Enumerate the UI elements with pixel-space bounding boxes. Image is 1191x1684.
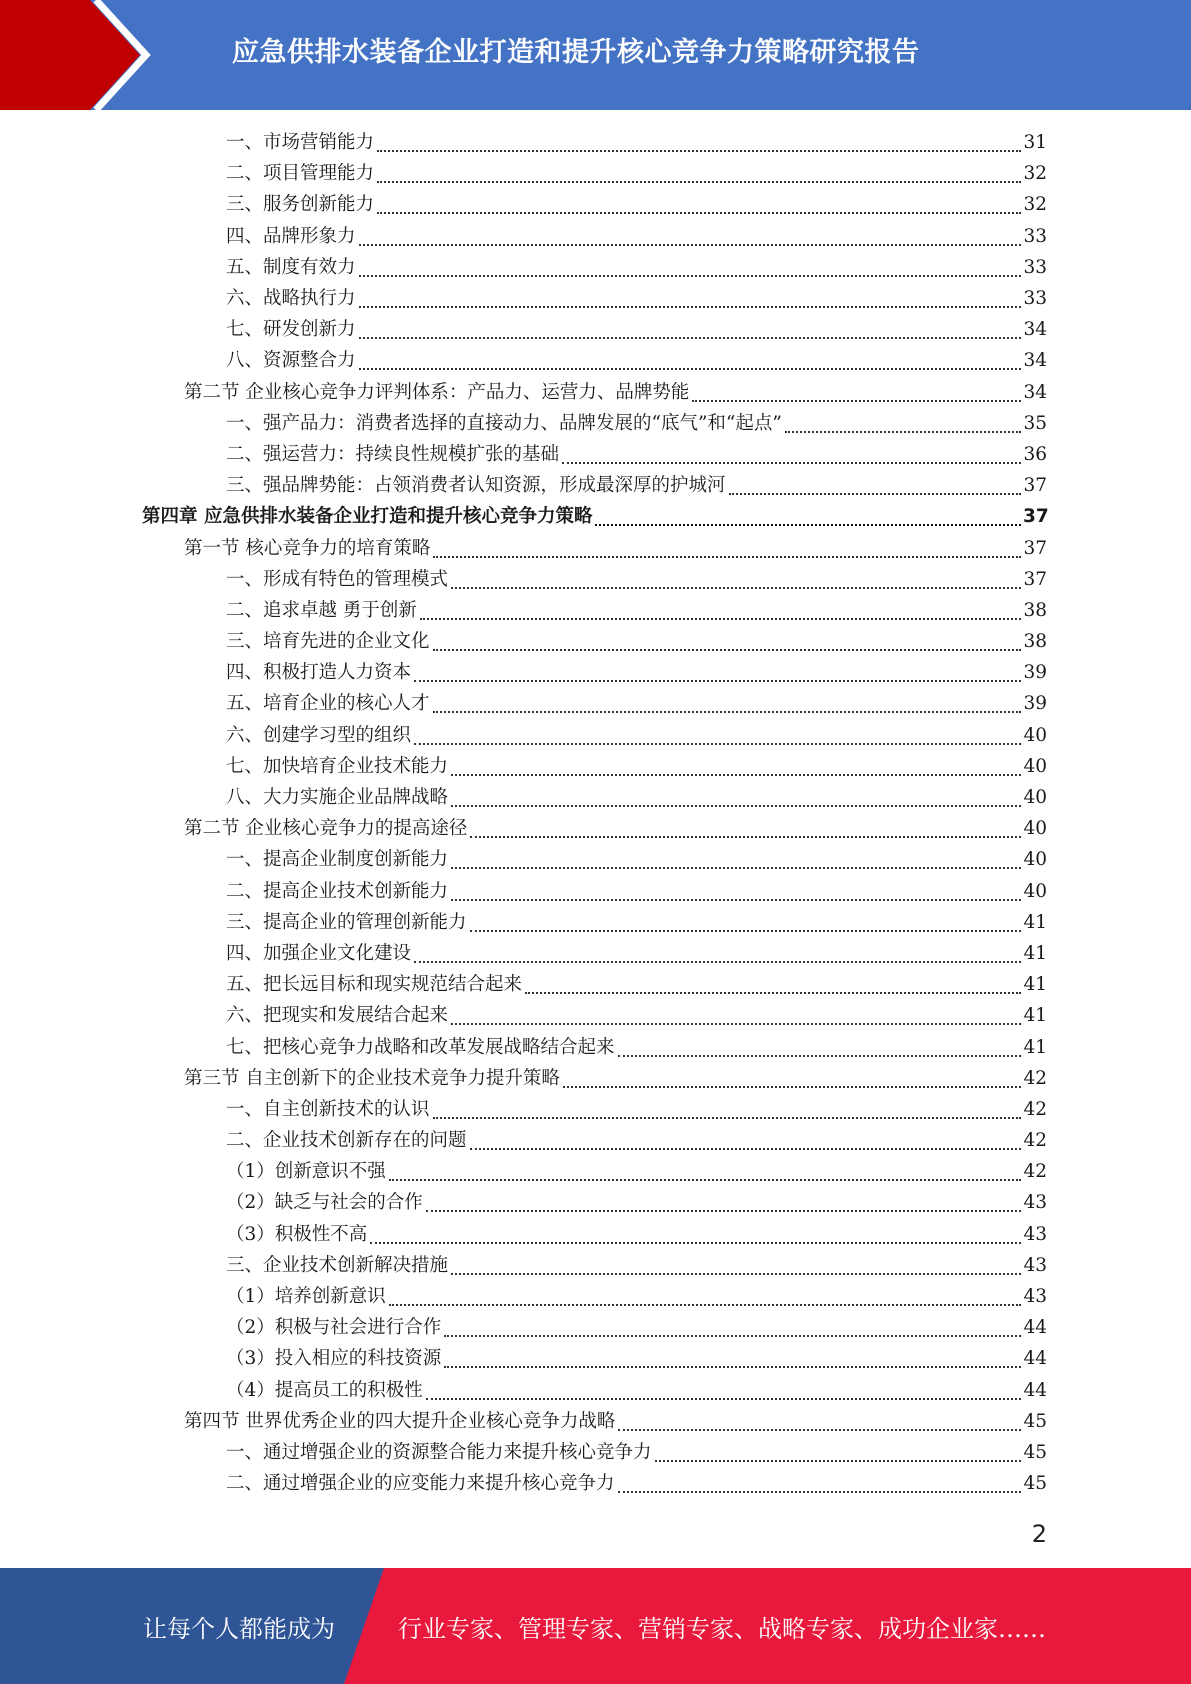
toc-entry-title: 第二节 企业核心竞争力评判体系：产品力、运营力、品牌势能 bbox=[184, 381, 690, 403]
toc-page-number: 41 bbox=[1023, 942, 1047, 964]
toc-page-number: 36 bbox=[1023, 443, 1047, 465]
toc-entry-title: （3）投入相应的科技资源 bbox=[226, 1348, 442, 1370]
toc-page-number: 42 bbox=[1023, 1098, 1047, 1120]
toc-item-entry[interactable] bbox=[0, 127, 1191, 158]
toc-entry-title: 八、大力实施企业品牌战略 bbox=[226, 787, 449, 809]
toc-entry-title: （2）积极与社会进行合作 bbox=[226, 1317, 442, 1339]
toc-page-number: 39 bbox=[1023, 693, 1047, 715]
toc-entry-title: （4）提高员工的积极性 bbox=[226, 1379, 423, 1401]
toc-page-number: 45 bbox=[1023, 1473, 1047, 1495]
toc-item-entry[interactable] bbox=[0, 751, 1191, 782]
toc-item-entry[interactable] bbox=[0, 1250, 1191, 1281]
page-number: 2 bbox=[1031, 1520, 1047, 1548]
toc-chapter-entry[interactable] bbox=[0, 501, 1191, 532]
toc-dot-leader bbox=[359, 367, 1021, 370]
toc-page-number: 40 bbox=[1023, 880, 1047, 902]
toc-page-number: 40 bbox=[1023, 849, 1047, 871]
toc-dot-leader bbox=[618, 1054, 1021, 1057]
toc-entry-title: 三、企业技术创新解决措施 bbox=[226, 1254, 449, 1276]
toc-entry-title: 五、制度有效力 bbox=[226, 256, 356, 278]
toc-dot-leader bbox=[785, 430, 1021, 433]
toc-page-number: 33 bbox=[1023, 225, 1047, 247]
toc-item-entry[interactable] bbox=[0, 782, 1191, 813]
toc-dot-leader bbox=[451, 1272, 1021, 1275]
toc-entry-title: 一、自主创新技术的认识 bbox=[226, 1098, 430, 1120]
toc-item-entry[interactable] bbox=[0, 252, 1191, 283]
toc-item-entry[interactable] bbox=[0, 158, 1191, 189]
toc-dot-leader bbox=[414, 679, 1021, 682]
toc-item-entry[interactable] bbox=[0, 345, 1191, 376]
toc-dot-leader bbox=[451, 866, 1021, 869]
toc-dot-leader bbox=[389, 1178, 1021, 1181]
toc-entry-title: 四、品牌形象力 bbox=[226, 225, 356, 247]
toc-page-number: 43 bbox=[1023, 1254, 1047, 1276]
toc-entry-title: 六、把现实和发展结合起来 bbox=[226, 1005, 449, 1027]
toc-page-number: 44 bbox=[1023, 1317, 1047, 1339]
toc-item-entry[interactable] bbox=[0, 1437, 1191, 1468]
toc-entry-title: 七、加快培育企业技术能力 bbox=[226, 755, 449, 777]
toc-dot-leader bbox=[426, 1209, 1021, 1212]
toc-dot-leader bbox=[433, 648, 1021, 651]
toc-section-entry[interactable] bbox=[0, 377, 1191, 408]
toc-item-entry[interactable] bbox=[0, 657, 1191, 688]
toc-section-entry[interactable] bbox=[0, 1406, 1191, 1437]
toc-entry-title: 第一节 核心竞争力的培育策略 bbox=[184, 537, 431, 559]
toc-entry-title: 第三节 自主创新下的企业技术竞争力提升策略 bbox=[184, 1067, 560, 1089]
toc-dot-leader bbox=[525, 991, 1021, 994]
toc-page-number: 40 bbox=[1023, 818, 1047, 840]
toc-item-entry[interactable] bbox=[0, 938, 1191, 969]
document-title: 应急供排水装备企业打造和提升核心竞争力策略研究报告 bbox=[232, 37, 920, 68]
toc-entry-title: 三、强品牌势能：占领消费者认知资源，形成最深厚的护城河 bbox=[226, 475, 726, 497]
toc-dot-leader bbox=[359, 305, 1021, 308]
toc-entry-title: 四、加强企业文化建设 bbox=[226, 942, 412, 964]
toc-page-number: 43 bbox=[1023, 1223, 1047, 1245]
toc-item-entry[interactable] bbox=[0, 1156, 1191, 1187]
toc-dot-leader bbox=[377, 211, 1021, 214]
toc-entry-title: 二、企业技术创新存在的问题 bbox=[226, 1130, 467, 1152]
toc-dot-leader bbox=[470, 835, 1021, 838]
toc-page-number: 40 bbox=[1023, 724, 1047, 746]
toc-item-entry[interactable] bbox=[0, 688, 1191, 719]
toc-entry-title: 二、强运营力：持续良性规模扩张的基础 bbox=[226, 443, 560, 465]
toc-entry-title: 一、通过增强企业的资源整合能力来提升核心竞争力 bbox=[226, 1441, 652, 1463]
toc-dot-leader bbox=[618, 1490, 1021, 1493]
toc-entry-title: 七、把核心竞争力战略和改革发展战略结合起来 bbox=[226, 1036, 615, 1058]
toc-entry-title: 五、把长远目标和现实规范结合起来 bbox=[226, 974, 523, 996]
toc-entry-title: 第四章 应急供排水装备企业打造和提升核心竞争力策略 bbox=[142, 506, 593, 528]
toc-section-entry[interactable] bbox=[0, 813, 1191, 844]
toc-dot-leader bbox=[451, 804, 1021, 807]
toc-item-entry[interactable] bbox=[0, 470, 1191, 501]
toc-section-entry[interactable] bbox=[0, 532, 1191, 563]
toc-entry-title: 七、研发创新力 bbox=[226, 319, 356, 341]
toc-dot-leader bbox=[595, 523, 1021, 526]
toc-page-number: 43 bbox=[1023, 1286, 1047, 1308]
toc-dot-leader bbox=[377, 149, 1021, 152]
toc-page-number: 44 bbox=[1023, 1348, 1047, 1370]
table-of-contents bbox=[0, 127, 1191, 1499]
toc-entry-title: 二、通过增强企业的应变能力来提升核心竞争力 bbox=[226, 1473, 615, 1495]
toc-entry-title: （2）缺乏与社会的合作 bbox=[226, 1192, 423, 1214]
toc-page-number: 40 bbox=[1023, 787, 1047, 809]
toc-page-number: 34 bbox=[1023, 319, 1047, 341]
toc-item-entry[interactable] bbox=[0, 1375, 1191, 1406]
toc-dot-leader bbox=[359, 243, 1021, 246]
toc-item-entry[interactable] bbox=[0, 969, 1191, 1000]
toc-item-entry[interactable] bbox=[0, 1000, 1191, 1031]
toc-item-entry[interactable] bbox=[0, 408, 1191, 439]
toc-item-entry[interactable] bbox=[0, 1468, 1191, 1499]
toc-dot-leader bbox=[433, 555, 1021, 558]
toc-page-number: 35 bbox=[1023, 412, 1047, 434]
toc-entry-title: 六、战略执行力 bbox=[226, 288, 356, 310]
toc-item-entry[interactable] bbox=[0, 907, 1191, 938]
toc-page-number: 38 bbox=[1023, 631, 1047, 653]
header-red-arrow bbox=[0, 0, 140, 110]
toc-page-number: 37 bbox=[1023, 506, 1049, 528]
toc-entry-title: 三、提高企业的管理创新能力 bbox=[226, 911, 467, 933]
toc-entry-title: （1）培养创新意识 bbox=[226, 1286, 386, 1308]
toc-dot-leader bbox=[451, 898, 1021, 901]
toc-section-entry[interactable] bbox=[0, 1063, 1191, 1094]
toc-entry-title: （1）创新意识不强 bbox=[226, 1161, 386, 1183]
toc-entry-title: 三、服务创新能力 bbox=[226, 194, 375, 216]
toc-entry-title: 二、项目管理能力 bbox=[226, 163, 375, 185]
toc-entry-title: （3）积极性不高 bbox=[226, 1223, 368, 1245]
toc-entry-title: 第四节 世界优秀企业的四大提升企业核心竞争力战略 bbox=[184, 1410, 616, 1432]
toc-dot-leader bbox=[563, 1085, 1021, 1088]
toc-page-number: 42 bbox=[1023, 1130, 1047, 1152]
toc-entry-title: 一、强产品力：消费者选择的直接动力、品牌发展的“底气”和“起点” bbox=[226, 412, 782, 434]
toc-dot-leader bbox=[618, 1428, 1021, 1431]
toc-item-entry[interactable] bbox=[0, 1312, 1191, 1343]
toc-item-entry[interactable] bbox=[0, 189, 1191, 220]
toc-dot-leader bbox=[470, 929, 1021, 932]
toc-entry-title: 一、市场营销能力 bbox=[226, 132, 375, 154]
toc-page-number: 41 bbox=[1023, 974, 1047, 996]
toc-entry-title: 第二节 企业核心竞争力的提高途径 bbox=[184, 818, 468, 840]
toc-item-entry[interactable] bbox=[0, 1281, 1191, 1312]
toc-item-entry[interactable] bbox=[0, 1094, 1191, 1125]
toc-dot-leader bbox=[359, 274, 1021, 277]
toc-page-number: 45 bbox=[1023, 1410, 1047, 1432]
toc-dot-leader bbox=[377, 180, 1021, 183]
toc-item-entry[interactable] bbox=[0, 626, 1191, 657]
toc-page-number: 33 bbox=[1023, 288, 1047, 310]
toc-dot-leader bbox=[451, 773, 1021, 776]
toc-page-number: 45 bbox=[1023, 1441, 1047, 1463]
toc-dot-leader bbox=[470, 1147, 1021, 1150]
toc-dot-leader bbox=[444, 1365, 1021, 1368]
header-arrow-decoration bbox=[0, 0, 160, 110]
toc-page-number: 34 bbox=[1023, 381, 1047, 403]
toc-dot-leader bbox=[655, 1459, 1021, 1462]
toc-dot-leader bbox=[451, 1022, 1021, 1025]
toc-dot-leader bbox=[370, 1241, 1021, 1244]
toc-dot-leader bbox=[444, 1334, 1021, 1337]
toc-dot-leader bbox=[389, 1303, 1021, 1306]
footer-slogan-left: 让每个人都能成为 bbox=[143, 1615, 335, 1643]
toc-page-number: 37 bbox=[1023, 568, 1047, 590]
toc-page-number: 39 bbox=[1023, 662, 1047, 684]
toc-entry-title: 一、提高企业制度创新能力 bbox=[226, 849, 449, 871]
toc-page-number: 41 bbox=[1023, 1005, 1047, 1027]
toc-item-entry[interactable] bbox=[0, 1219, 1191, 1250]
toc-dot-leader bbox=[729, 492, 1021, 495]
toc-item-entry[interactable] bbox=[0, 1187, 1191, 1218]
toc-entry-title: 二、追求卓越 勇于创新 bbox=[226, 599, 417, 621]
toc-dot-leader bbox=[414, 742, 1021, 745]
toc-item-entry[interactable] bbox=[0, 283, 1191, 314]
page-footer bbox=[0, 1568, 1191, 1684]
toc-page-number: 44 bbox=[1023, 1379, 1047, 1401]
toc-entry-title: 四、积极打造人力资本 bbox=[226, 662, 412, 684]
toc-page-number: 41 bbox=[1023, 911, 1047, 933]
toc-dot-leader bbox=[562, 461, 1021, 464]
toc-dot-leader bbox=[414, 960, 1021, 963]
toc-dot-leader bbox=[692, 399, 1021, 402]
toc-dot-leader bbox=[451, 586, 1021, 589]
toc-entry-title: 八、资源整合力 bbox=[226, 350, 356, 372]
toc-page-number: 42 bbox=[1023, 1067, 1047, 1089]
toc-dot-leader bbox=[433, 1116, 1021, 1119]
toc-page-number: 33 bbox=[1023, 256, 1047, 278]
toc-entry-title: 五、培育企业的核心人才 bbox=[226, 693, 430, 715]
toc-page-number: 43 bbox=[1023, 1192, 1047, 1214]
toc-item-entry[interactable] bbox=[0, 1031, 1191, 1062]
toc-page-number: 31 bbox=[1023, 132, 1047, 154]
toc-page-number: 41 bbox=[1023, 1036, 1047, 1058]
toc-page-number: 38 bbox=[1023, 599, 1047, 621]
toc-page-number: 37 bbox=[1023, 475, 1047, 497]
toc-page-number: 37 bbox=[1023, 537, 1047, 559]
toc-item-entry[interactable] bbox=[0, 876, 1191, 907]
toc-item-entry[interactable] bbox=[0, 1343, 1191, 1374]
toc-item-entry[interactable] bbox=[0, 595, 1191, 626]
toc-dot-leader bbox=[359, 336, 1021, 339]
toc-entry-title: 一、形成有特色的管理模式 bbox=[226, 568, 449, 590]
toc-entry-title: 六、创建学习型的组织 bbox=[226, 724, 412, 746]
toc-page-number: 32 bbox=[1023, 163, 1047, 185]
toc-item-entry[interactable] bbox=[0, 439, 1191, 470]
toc-dot-leader bbox=[420, 617, 1021, 620]
toc-item-entry[interactable] bbox=[0, 314, 1191, 345]
toc-entry-title: 二、提高企业技术创新能力 bbox=[226, 880, 449, 902]
toc-page-number: 34 bbox=[1023, 350, 1047, 372]
toc-item-entry[interactable] bbox=[0, 564, 1191, 595]
footer-slogan-right: 行业专家、管理专家、营销专家、战略专家、成功企业家…… bbox=[398, 1615, 1046, 1643]
toc-entry-title: 三、培育先进的企业文化 bbox=[226, 631, 430, 653]
toc-item-entry[interactable] bbox=[0, 720, 1191, 751]
toc-item-entry[interactable] bbox=[0, 221, 1191, 252]
toc-page-number: 40 bbox=[1023, 755, 1047, 777]
toc-page-number: 42 bbox=[1023, 1161, 1047, 1183]
page-header bbox=[0, 0, 1191, 110]
toc-item-entry[interactable] bbox=[0, 1125, 1191, 1156]
toc-dot-leader bbox=[426, 1397, 1021, 1400]
toc-dot-leader bbox=[433, 710, 1021, 713]
toc-page-number: 32 bbox=[1023, 194, 1047, 216]
toc-item-entry[interactable] bbox=[0, 844, 1191, 875]
